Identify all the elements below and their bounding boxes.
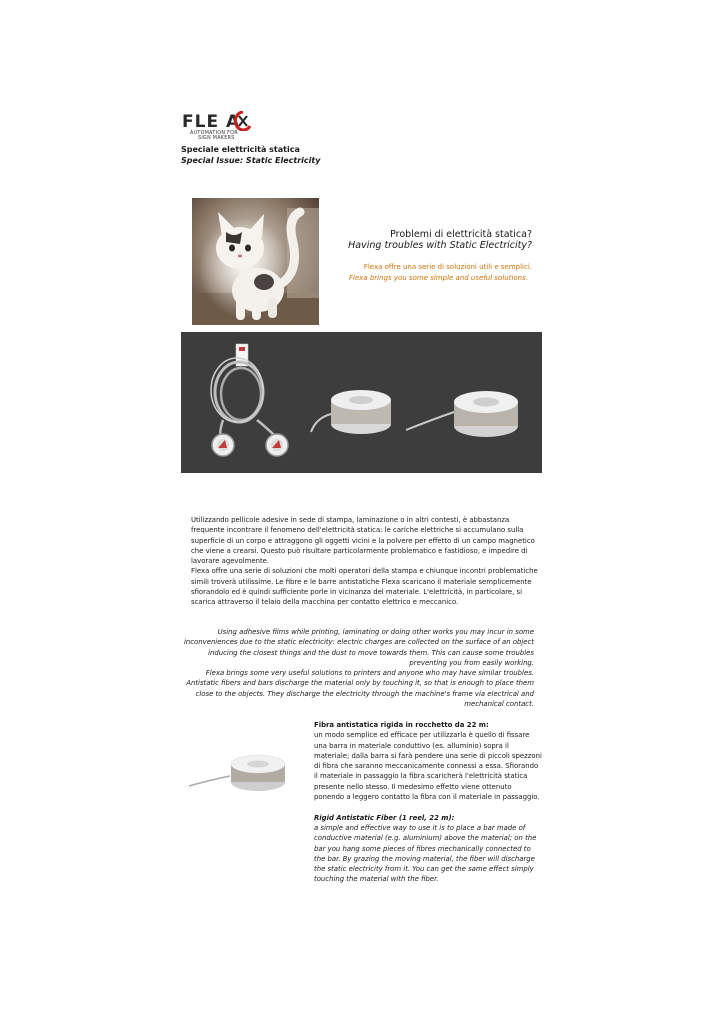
header-title-en: Special Issue: Static Electricity bbox=[181, 156, 321, 165]
static-cat-photo bbox=[192, 198, 319, 325]
body-text-it bbox=[191, 515, 541, 608]
flexa-logo bbox=[182, 112, 274, 140]
fiber-spool-image-2 bbox=[406, 391, 518, 437]
fiber-text-it: un modo semplice ed efficace per utilizzarla è quello di fissare una barra in materiale conduttivo (es. alluminio) sopra il materiale; dalla barra si farà pendere una serie di piccoli spezzoni di fibra che saranno meccanicamente connessi a essa. Sfiorando il materiale in passaggio la fibra scaricherà l'elettricità statica presente nello stesso. Il medesimo effetto viene ottenuto ponendo a leggero contatto la fibra con il materiale in passaggio. bbox=[314, 731, 542, 802]
hero-subtitle-it: Flexa offre una serie di soluzioni utili e semplici. bbox=[363, 263, 532, 271]
body-it-paragraph-1: Utilizzando pellicole adesive in sede di stampa, laminazione o in altri contesti, è abbastanza frequente incontrare il fenomeno dell'elettricità statica: le cariche elettriche si accumulano sulla superficie di un corpo e attraggono gli oggetti vicini e la polvere per effetto di un campo magnetico che viene a crearsi. Questo può risultare particolarmente problematico e fastidioso, e impedire di lavorare agevolmente. bbox=[191, 516, 535, 566]
logo-x-mark-icon bbox=[234, 111, 252, 131]
coiled-fiber-with-terminals-image bbox=[211, 344, 288, 456]
fiber-spool-photo bbox=[185, 748, 290, 798]
body-en-paragraph-2: Flexa brings some very useful solutions to printers and anyone who may have similar troubles. Antistatic fibers and bars discharge the material only by touching it, so that is enough to place them close to the objects. They discharge the electricity through the machine's frame via electrical and mechanical contact. bbox=[186, 669, 534, 709]
fiber-spool-image-1 bbox=[311, 390, 391, 434]
hero-title-it: Problemi di elettricità statica? bbox=[390, 229, 532, 240]
fiber-title-en: Rigid Antistatic Fiber (1 reel, 22 m): bbox=[314, 813, 455, 822]
fiber-description bbox=[314, 720, 542, 885]
body-text-en bbox=[183, 627, 534, 709]
fiber-text-en: a simple and effective way to use it is to place a bar made of conductive material (e.g. aluminium) above the material; on the bar you hang some pieces of fibres mechanically connected to the bar. By grazing the moving material, the fiber will discharge the static electricity from it. You can get the same effect simply touching the material with the fiber. bbox=[314, 823, 537, 884]
body-it-paragraph-2: Flexa offre una serie di soluzioni che molti operatori della stampa e chiunque incontri problematiche simili troverà utilissime. Le fibre e le barre antistatiche Flexa scaricano il materiale semplicemente sfiorandolo ed è quindi sufficiente porle in vicinanza del materiale. L'elettricità, in particolare, si scarica attraverso il telaio della macchina per contatto elettrico e meccanico. bbox=[191, 567, 538, 607]
hero-subtitle-en: Flexa brings you some simple and useful solutions. bbox=[348, 274, 528, 282]
logo-wordmark: FLE A bbox=[182, 112, 241, 132]
header-title-it: Speciale elettricità statica bbox=[181, 145, 300, 154]
hero-title-en: Having troubles with Static Electricity? bbox=[348, 240, 532, 251]
product-banner bbox=[181, 332, 542, 473]
logo-tagline-line-2: SIGN MAKERS bbox=[198, 136, 235, 141]
fiber-title-it: Fibra antistatica rigida in rocchetto da 22 m: bbox=[314, 721, 489, 729]
logo-tagline bbox=[190, 131, 238, 141]
logo-tagline-line-1: AUTOMATION FOR bbox=[190, 131, 238, 136]
body-en-paragraph-1: Using adhesive films while printing, laminating or doing other works you may incur in some inconveniences due to the static electricity: electric charges are collected on the surface of an object inducing the closest things and the dust to move towards them. This can cause some troubles preventing you from easily working. bbox=[183, 628, 534, 667]
